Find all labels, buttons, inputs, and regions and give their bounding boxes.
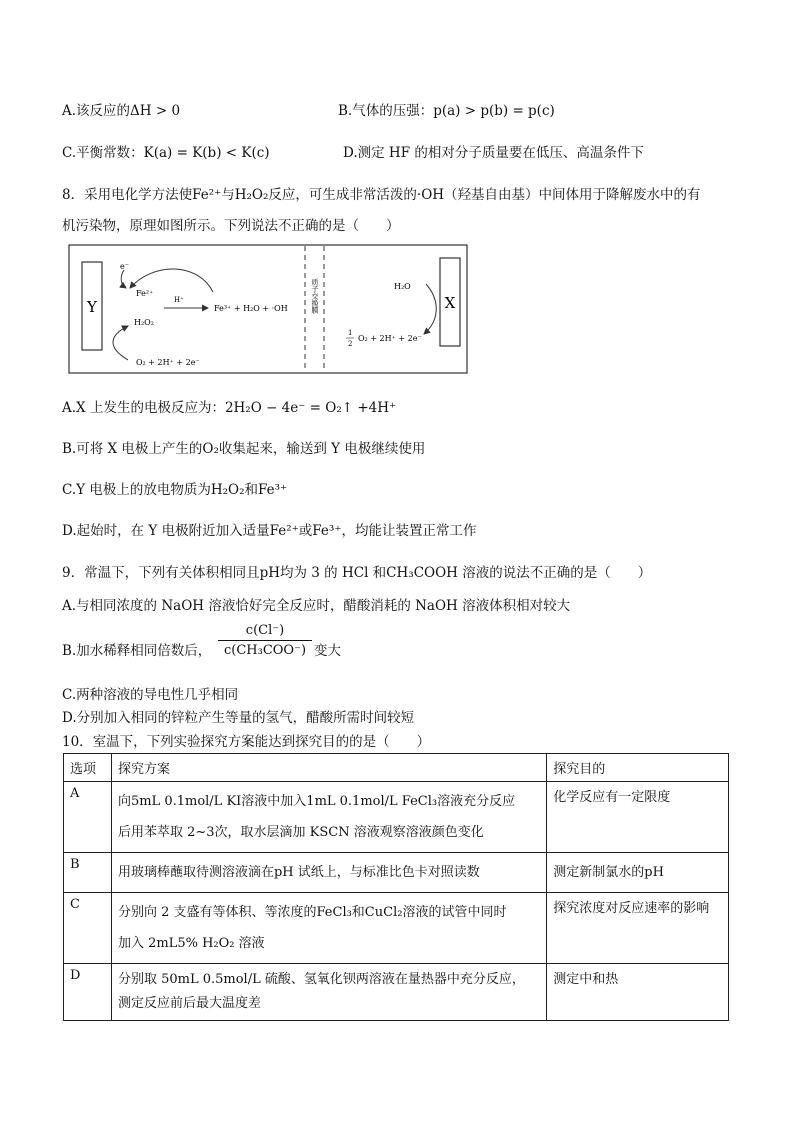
q7-option-d: D.测定 HF 的相对分子质量要在低压、高温条件下 [343, 145, 644, 161]
right-equation: O₂ + 2H⁺ + 2e⁻ [358, 334, 422, 343]
header-goal: 探究目的 [547, 754, 729, 782]
row-a-plan-line2: 后用苯萃取 2~3次，取水层滴加 KSCN 溶液观察溶液颜色变化 [117, 825, 484, 840]
row-d-goal: 测定中和热 [547, 964, 729, 1021]
half-num: 1 [348, 329, 353, 337]
row-c-goal: 探究浓度对反应速率的影响 [547, 893, 729, 964]
row-c-plan [111, 893, 546, 964]
q10-stem: 10．室温下，下列实验探究方案能达到探究目的的是（ ） [62, 734, 431, 750]
h2o2-label: H₂O₂ [134, 318, 154, 327]
electrode-x-label: X [444, 294, 456, 312]
row-b-option: B [64, 853, 112, 893]
q9-stem: 9．常温下，下列有关体积相同且pH均为 3 的 HCl 和CH₃COOH 溶液的说法不正确的是（ ） [62, 565, 652, 581]
header-option: 选项 [64, 754, 112, 782]
row-d-plan-line1: 分别取 50mL 0.5mol/L 硫酸、氢氧化钡两溶液在量热器中充分反应， [117, 972, 525, 987]
q9-fraction [218, 623, 312, 658]
table-row [64, 853, 729, 893]
experiment-table [63, 753, 729, 1021]
q8-option-b: B.可将 X 电极上产生的O₂收集起来，输送到 Y 电极继续使用 [62, 441, 426, 457]
q8-stem-line1: 8．采用电化学方法使Fe²⁺与H₂O₂反应，可生成非常活泼的·OH（羟基自由基）中间体用于降解废水中的有 [62, 187, 701, 203]
membrane-label: 质子交换膜 [311, 278, 319, 314]
product-label: Fe³⁺ + H₂O + ·OH [214, 304, 288, 313]
table-row [64, 782, 729, 853]
q9-fraction-denominator: c(CH₃COO⁻) [223, 643, 307, 658]
row-a-option: A [64, 782, 112, 853]
fe2-label: Fe²⁺ [136, 289, 154, 298]
electrode-y-label: Y [87, 298, 97, 316]
q7-option-b: B.气体的压强：p(a) > p(b) = p(c) [338, 103, 555, 119]
q9-option-b-prefix: B.加水稀释相同倍数后， [62, 643, 212, 659]
q7-option-a: A.该反应的ΔH > 0 [62, 103, 181, 119]
row-b-goal [547, 853, 729, 893]
row-c-option: C [64, 893, 112, 964]
q9-fraction-numerator: c(Cl⁻) [218, 623, 312, 641]
q9-option-b-suffix: 变大 [314, 643, 341, 659]
row-a-plan [111, 782, 546, 853]
row-a-goal: 化学反应有一定限度 [547, 782, 729, 853]
row-c-plan-line1: 分别向 2 支盛有等体积、等浓度的FeCl₃和CuCl₂溶液的试管中同时 [117, 905, 507, 920]
q8-option-d: D.起始时，在 Y 电极附近加入适量Fe²⁺或Fe³⁺，均能让装置正常工作 [62, 523, 477, 539]
h2o-label: H₂O [394, 282, 411, 291]
q8-option-c: C.Y 电极上的放电物质为H₂O₂和Fe³⁺ [62, 482, 288, 498]
q9-option-c: C.两种溶液的导电性几乎相同 [62, 687, 239, 703]
electrolysis-diagram [68, 244, 468, 374]
q7-option-c: C.平衡常数：K(a) = K(b) < K(c) [62, 145, 270, 161]
hplus-label: H⁺ [174, 296, 184, 304]
q8-option-a: A.X 上发生的电极反应为：2H₂O − 4e⁻ = O₂↑ +4H⁺ [62, 400, 397, 416]
row-a-plan-line1: 向5mL 0.1mol/L KI溶液中加入1mL 0.1mol/L FeCl₃溶液充分反应 [117, 794, 516, 809]
q9-option-d: D.分别加入相同的锌粒产生等量的氢气，醋酸所需时间较短 [62, 710, 415, 726]
row-c-plan-line2: 加入 2mL5% H₂O₂ 溶液 [117, 936, 265, 951]
half-den: 2 [348, 340, 353, 348]
table-row [64, 893, 729, 964]
row-b-goal-text: 测定新制氯水的pH [553, 865, 664, 880]
row-b-plan-line1: 用玻璃棒蘸取待测溶液滴在pH 试纸上，与标准比色卡对照读数 [117, 865, 480, 880]
table-header-row [64, 754, 729, 782]
row-d-option: D [64, 964, 112, 1021]
header-plan: 探究方案 [111, 754, 546, 782]
row-b-plan [111, 853, 546, 893]
table-row [64, 964, 729, 1021]
q9-option-a: A.与相同浓度的 NaOH 溶液恰好完全反应时，醋酸消耗的 NaOH 溶液体积相对较大 [62, 598, 571, 614]
left-equation: O₂ + 2H⁺ + 2e⁻ [136, 358, 200, 367]
electron-label: e⁻ [120, 262, 129, 271]
q8-stem-line2: 机污染物，原理如图所示。下列说法不正确的是（ ） [62, 218, 400, 234]
row-d-plan [111, 964, 546, 1021]
row-d-plan-line2: 测定反应前后最大温度差 [117, 996, 261, 1011]
